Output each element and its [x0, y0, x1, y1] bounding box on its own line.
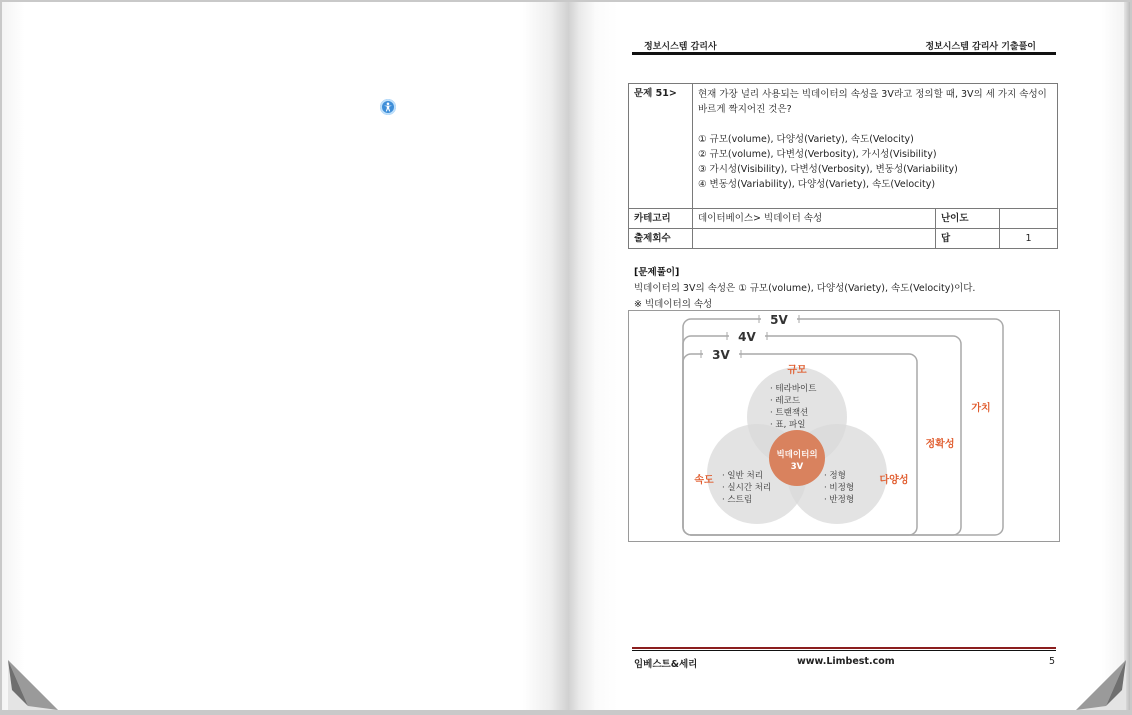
title-variety: 다양성: [879, 475, 909, 486]
solution-title: [문제풀이]: [634, 267, 680, 278]
page-curl-previous-icon[interactable]: [8, 660, 58, 710]
frame-label-3v: 3V: [712, 348, 730, 362]
volume-item: · 트랜잭션: [770, 408, 809, 418]
answer-label: 답: [936, 229, 1000, 249]
page-header: [632, 38, 1056, 52]
left-page[interactable]: [2, 2, 568, 710]
question-number: 문제 51>: [629, 84, 693, 209]
header-left-title: 정보시스템 감리사: [644, 42, 717, 52]
frame-label-5v: 5V: [770, 313, 788, 327]
volume-item: · 표, 파일: [770, 420, 806, 430]
page-curl-next-icon[interactable]: [1076, 660, 1126, 710]
question-text: 현재 가장 널리 사용되는 빅데이터의 속성을 3V라고 정의할 때, 3V의 세 가지 속성이 바르게 짝지어진 것은?: [698, 89, 1047, 115]
count-label: 출제회수: [629, 229, 693, 249]
solution-answer: 빅데이터의 3V의 속성은 ① 규모(volume), 다양성(Variety), 속도(Velocity)이다.: [634, 283, 976, 294]
variety-item: · 반정형: [824, 495, 855, 505]
footer-publisher: 임베스트&세리: [634, 659, 698, 670]
label-value: 가치: [971, 403, 991, 414]
footer-website: www.Limbest.com: [797, 656, 895, 667]
answer-value: 1: [1000, 229, 1058, 249]
variety-item: · 비정형: [824, 483, 855, 493]
variety-item: · 정형: [824, 471, 846, 481]
option-4: ④ 변동성(Variability), 다양성(Variety), 속도(Velocity): [698, 179, 936, 190]
header-rule: [632, 52, 1056, 55]
option-3: ③ 가시성(Visibility), 다변성(Verbosity), 변동성(Variability): [698, 164, 958, 175]
count-value: [693, 229, 936, 249]
question-body: [693, 84, 1058, 209]
title-volume: 규모: [787, 365, 807, 376]
bigdata-3v-diagram: [628, 310, 1060, 542]
option-1: ① 규모(volume), 다양성(Variety), 속도(Velocity): [698, 134, 914, 145]
question-table: [628, 83, 1058, 249]
category-label: 카테고리: [629, 209, 693, 229]
category-value: 데이터베이스> 빅데이터 속성: [693, 209, 936, 229]
footer-rule: [632, 650, 1056, 651]
volume-item: · 레코드: [770, 396, 801, 406]
solution-note: ※ 빅데이터의 속성: [634, 299, 713, 310]
header-right-title: 정보시스템 감리사 기출풀이: [925, 42, 1036, 52]
label-accuracy: 정확성: [925, 439, 955, 450]
velocity-item: · 스트림: [722, 495, 753, 505]
page-number: 5: [1049, 656, 1056, 667]
difficulty-label: 난이도: [936, 209, 1000, 229]
velocity-item: · 일반 처리: [722, 471, 763, 481]
title-velocity: 속도: [694, 475, 714, 486]
velocity-item: · 실시간 처리: [722, 483, 772, 493]
frame-label-4v: 4V: [738, 330, 756, 344]
option-2: ② 규모(volume), 다변성(Verbosity), 가시성(Visibility): [698, 149, 937, 160]
page-edge: [1124, 2, 1130, 710]
center-label: 빅데이터의: [776, 450, 818, 460]
volume-item: · 테라바이트: [770, 384, 817, 394]
difficulty-value: [1000, 209, 1058, 229]
center-label: 3V: [790, 462, 804, 472]
accessibility-icon[interactable]: [380, 99, 396, 115]
footer-rule: [632, 647, 1056, 649]
